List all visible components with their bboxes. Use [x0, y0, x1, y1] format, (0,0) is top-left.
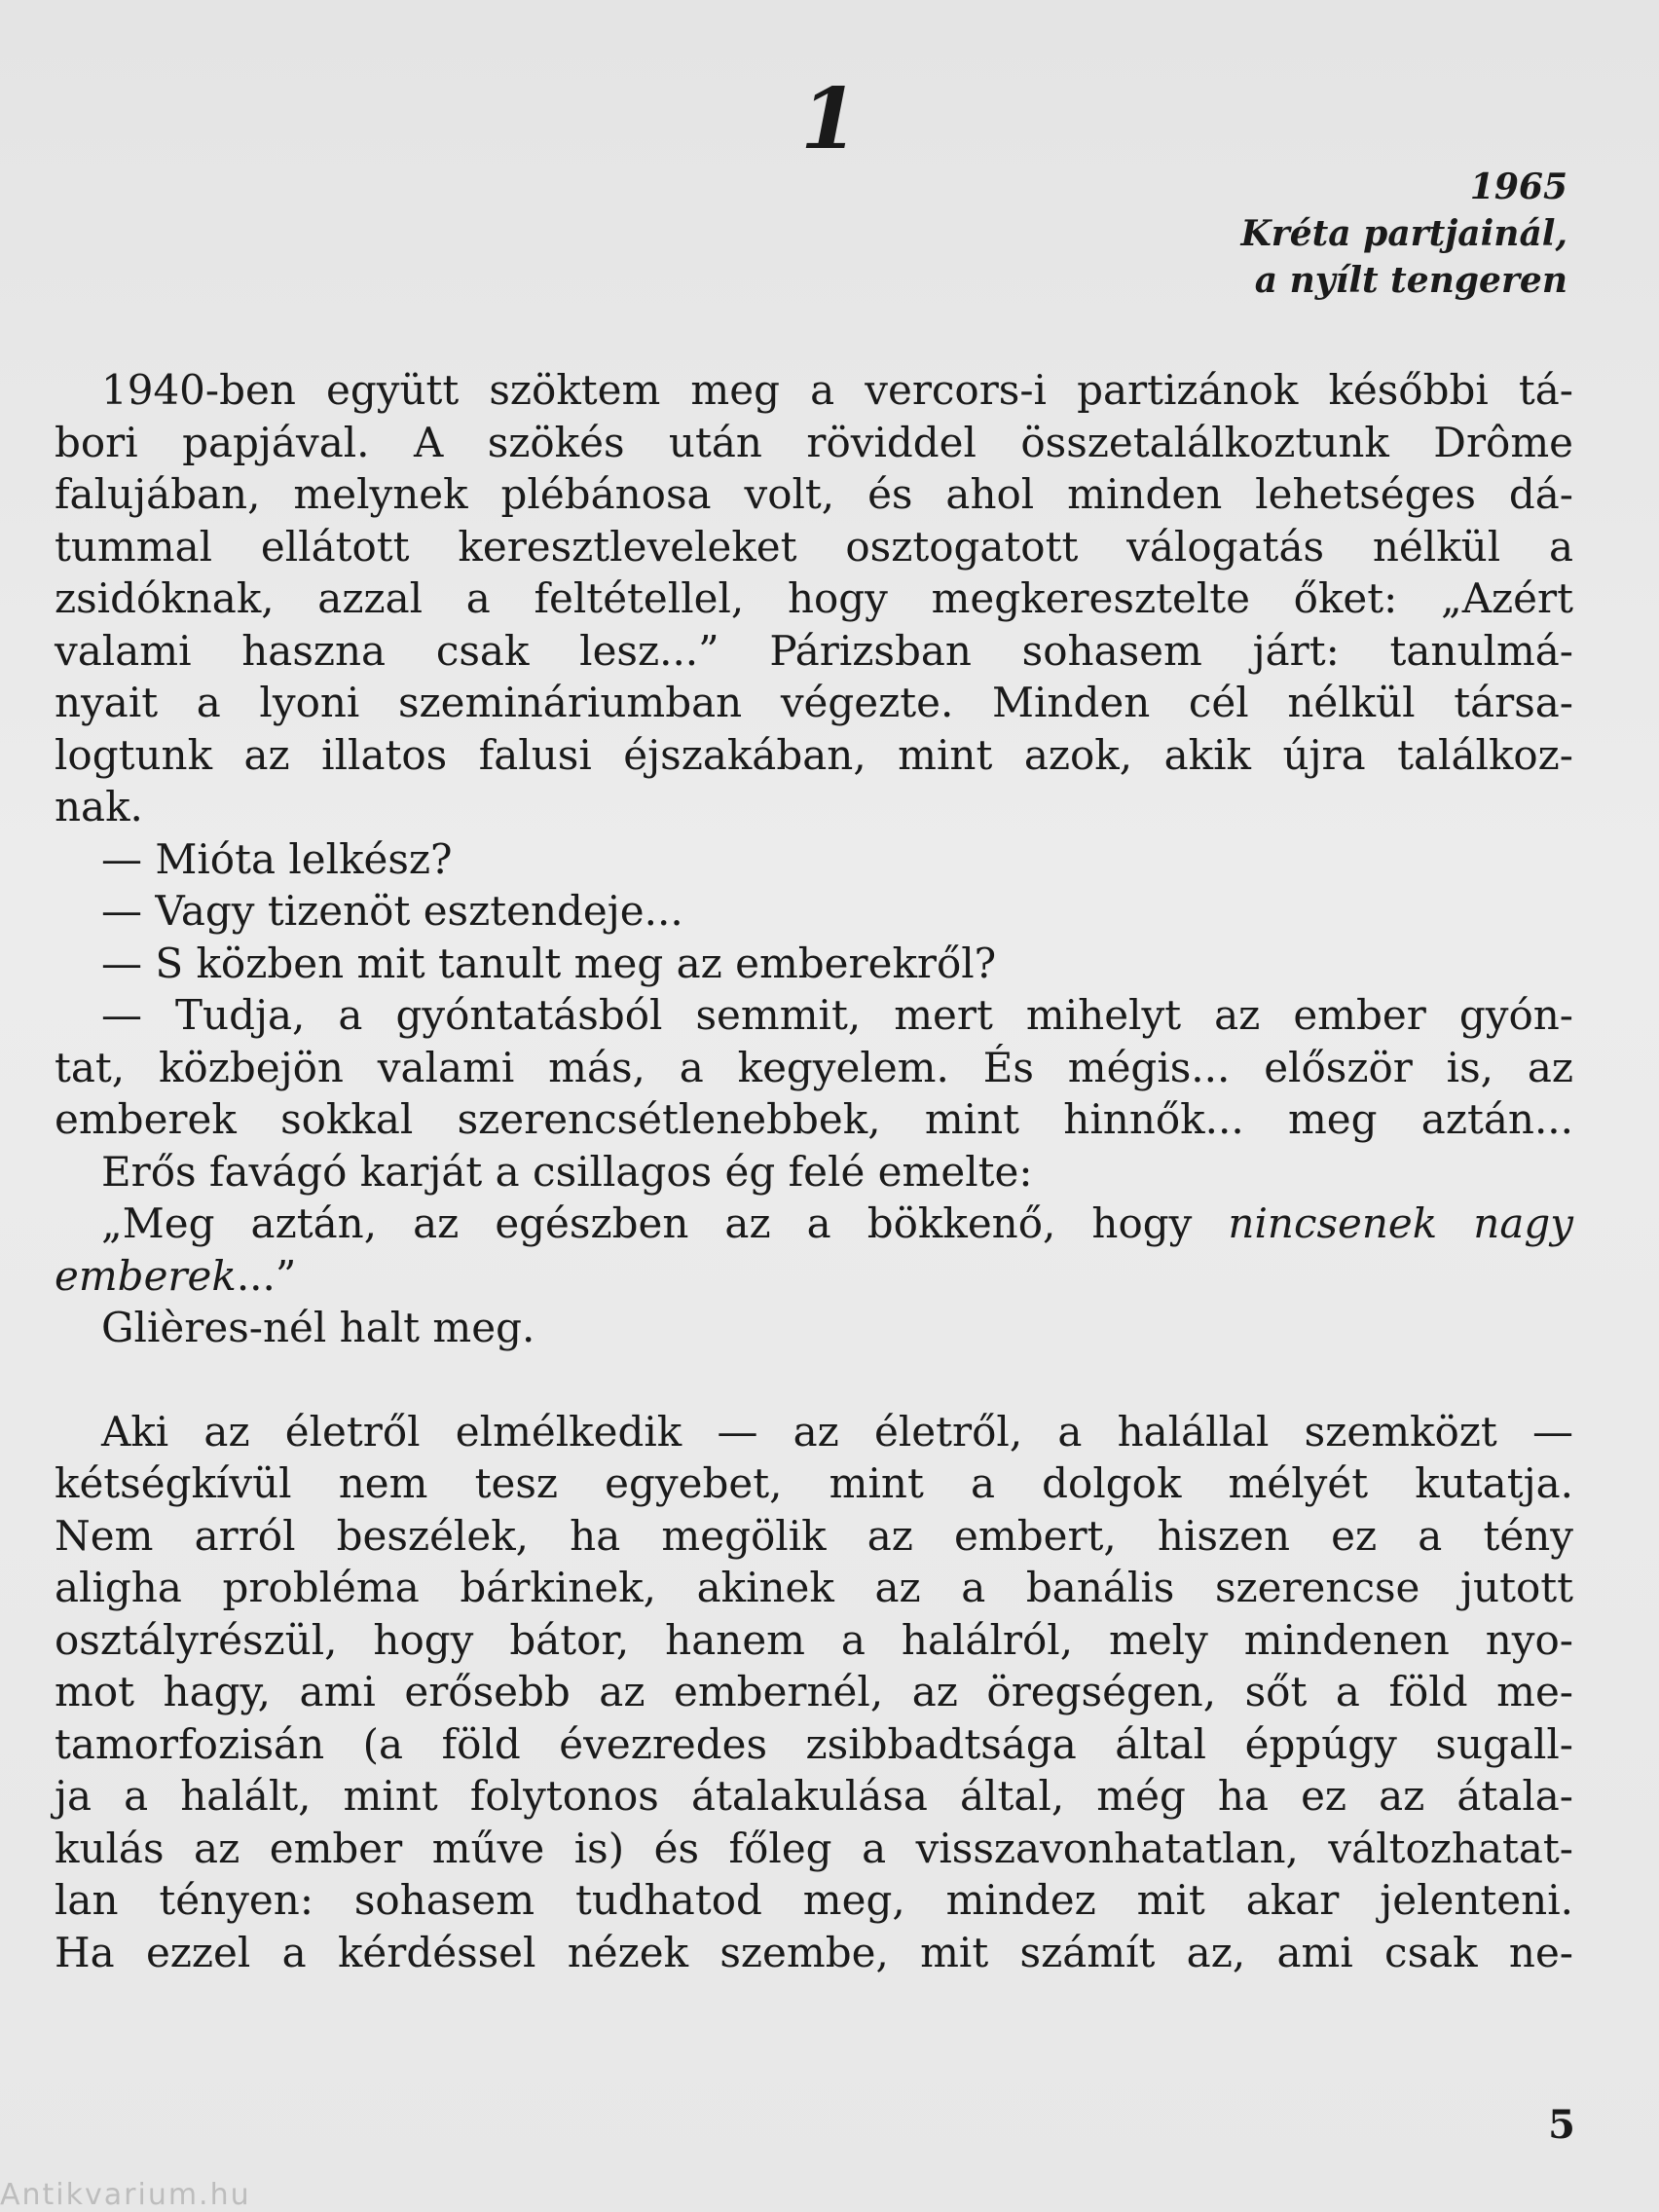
text-line: bori papjával. A szökés után röviddel összetalálkoztunk Drôme: [55, 418, 1573, 466]
text-line: osztályrészül, hogy bátor, hanem a halálról, mely mindenen nyo-: [55, 1615, 1573, 1664]
quote-line: [55, 1198, 1573, 1250]
quote-italic: emberek: [55, 1251, 237, 1300]
text-line: Aki az életről elmélkedik — az életről, a halállal szemközt —: [101, 1407, 1573, 1456]
text-line: tamorfozisán (a föld évezredes zsibbadtsága által éppúgy sugall-: [55, 1719, 1573, 1768]
text-line: nak.: [55, 783, 143, 830]
paragraph-3: [55, 1406, 1573, 1979]
quote-text: ...”: [236, 1251, 297, 1300]
dateline: [1241, 164, 1567, 304]
text-line: logtunk az illatos falusi éjszakában, mint azok, akik újra találkoz-: [55, 730, 1573, 779]
dialogue-line: — Vagy tizenöt esztendeje...: [101, 887, 683, 935]
text-line: Nem arról beszélek, ha megölik az embert, hiszen ez a tény: [55, 1511, 1573, 1560]
dateline-location: a nyílt tengeren: [1254, 260, 1567, 301]
text-line: mot hagy, ami erősebb az embernél, az öregségen, sőt a föld me-: [55, 1668, 1573, 1715]
text-line: zsidóknak, azzal a feltétellel, hogy megkeresztelte őket: „Azért: [55, 574, 1573, 622]
text-line: emberek sokkal szerencsétlenebbek, mint hinnők... meg aztán...: [55, 1095, 1573, 1143]
narration-line: Erős favágó karját a csillagos ég felé emelte:: [101, 1147, 1033, 1196]
text-line: kétségkívül nem tesz egyebet, mint a dolgok mélyét kutatja.: [55, 1459, 1573, 1507]
text-line: ja a halált, mint folytonos átalakulása által, még ha ez az átala-: [55, 1772, 1573, 1820]
dialogue-line: — S közben mit tanult meg az emberekről?: [101, 939, 997, 987]
paragraph-gap: [55, 1354, 1573, 1406]
text-line: 1940-ben együtt szöktem meg a vercors-i partizánok későbbi tá-: [101, 366, 1573, 414]
text-line: nyait a lyoni szemináriumban végezte. Minden cél nélkül társa-: [55, 679, 1573, 726]
quote-paragraph: [55, 1198, 1573, 1302]
narration-line: Glières-nél halt meg.: [101, 1304, 535, 1351]
watermark: Antikvarium.hu: [0, 2178, 251, 2212]
paragraph-2: [55, 989, 1573, 1146]
page-number: 5: [1548, 2102, 1575, 2148]
dateline-place: Kréta partjainál,: [1240, 213, 1567, 254]
text-line: Ha ezzel a kérdéssel nézek szembe, mit számít az, ami csak ne-: [55, 1928, 1573, 1976]
text-line: falujában, melynek plébánosa volt, és ahol minden lehetséges dá-: [55, 470, 1573, 518]
text-line: lan tényen: sohasem tudhatod meg, mindez mit akar jelenteni.: [55, 1876, 1573, 1924]
text-line: kulás az ember műve is) és főleg a visszavonhatatlan, változhatat-: [55, 1824, 1573, 1872]
quote-italic: nincsenek nagy: [1228, 1199, 1573, 1247]
text-line: — Tudja, a gyóntatásból semmit, mert mihelyt az ember gyón-: [101, 991, 1573, 1039]
dialogue-line: — Mióta lelkész?: [101, 834, 453, 883]
text-line: valami haszna csak lesz...” Párizsban sohasem járt: tanulmá-: [55, 626, 1573, 675]
dateline-year: 1965: [1469, 166, 1567, 207]
text-line: aligha probléma bárkinek, akinek az a banális szerencse jutott: [55, 1564, 1573, 1611]
quote-line: [55, 1250, 1573, 1303]
body-text: [55, 364, 1573, 1978]
quote-text: „Meg aztán, az egészben az a bökkenő, hogy: [101, 1199, 1229, 1247]
text-line: tummal ellátott keresztleveleket osztogatott válogatás nélkül a: [55, 522, 1573, 571]
paragraph-1: [55, 364, 1573, 833]
text-line: tat, közbejön valami más, a kegyelem. És mégis... először is, az: [55, 1043, 1573, 1091]
dialogue: [55, 833, 1573, 990]
chapter-number: 1: [800, 70, 859, 168]
